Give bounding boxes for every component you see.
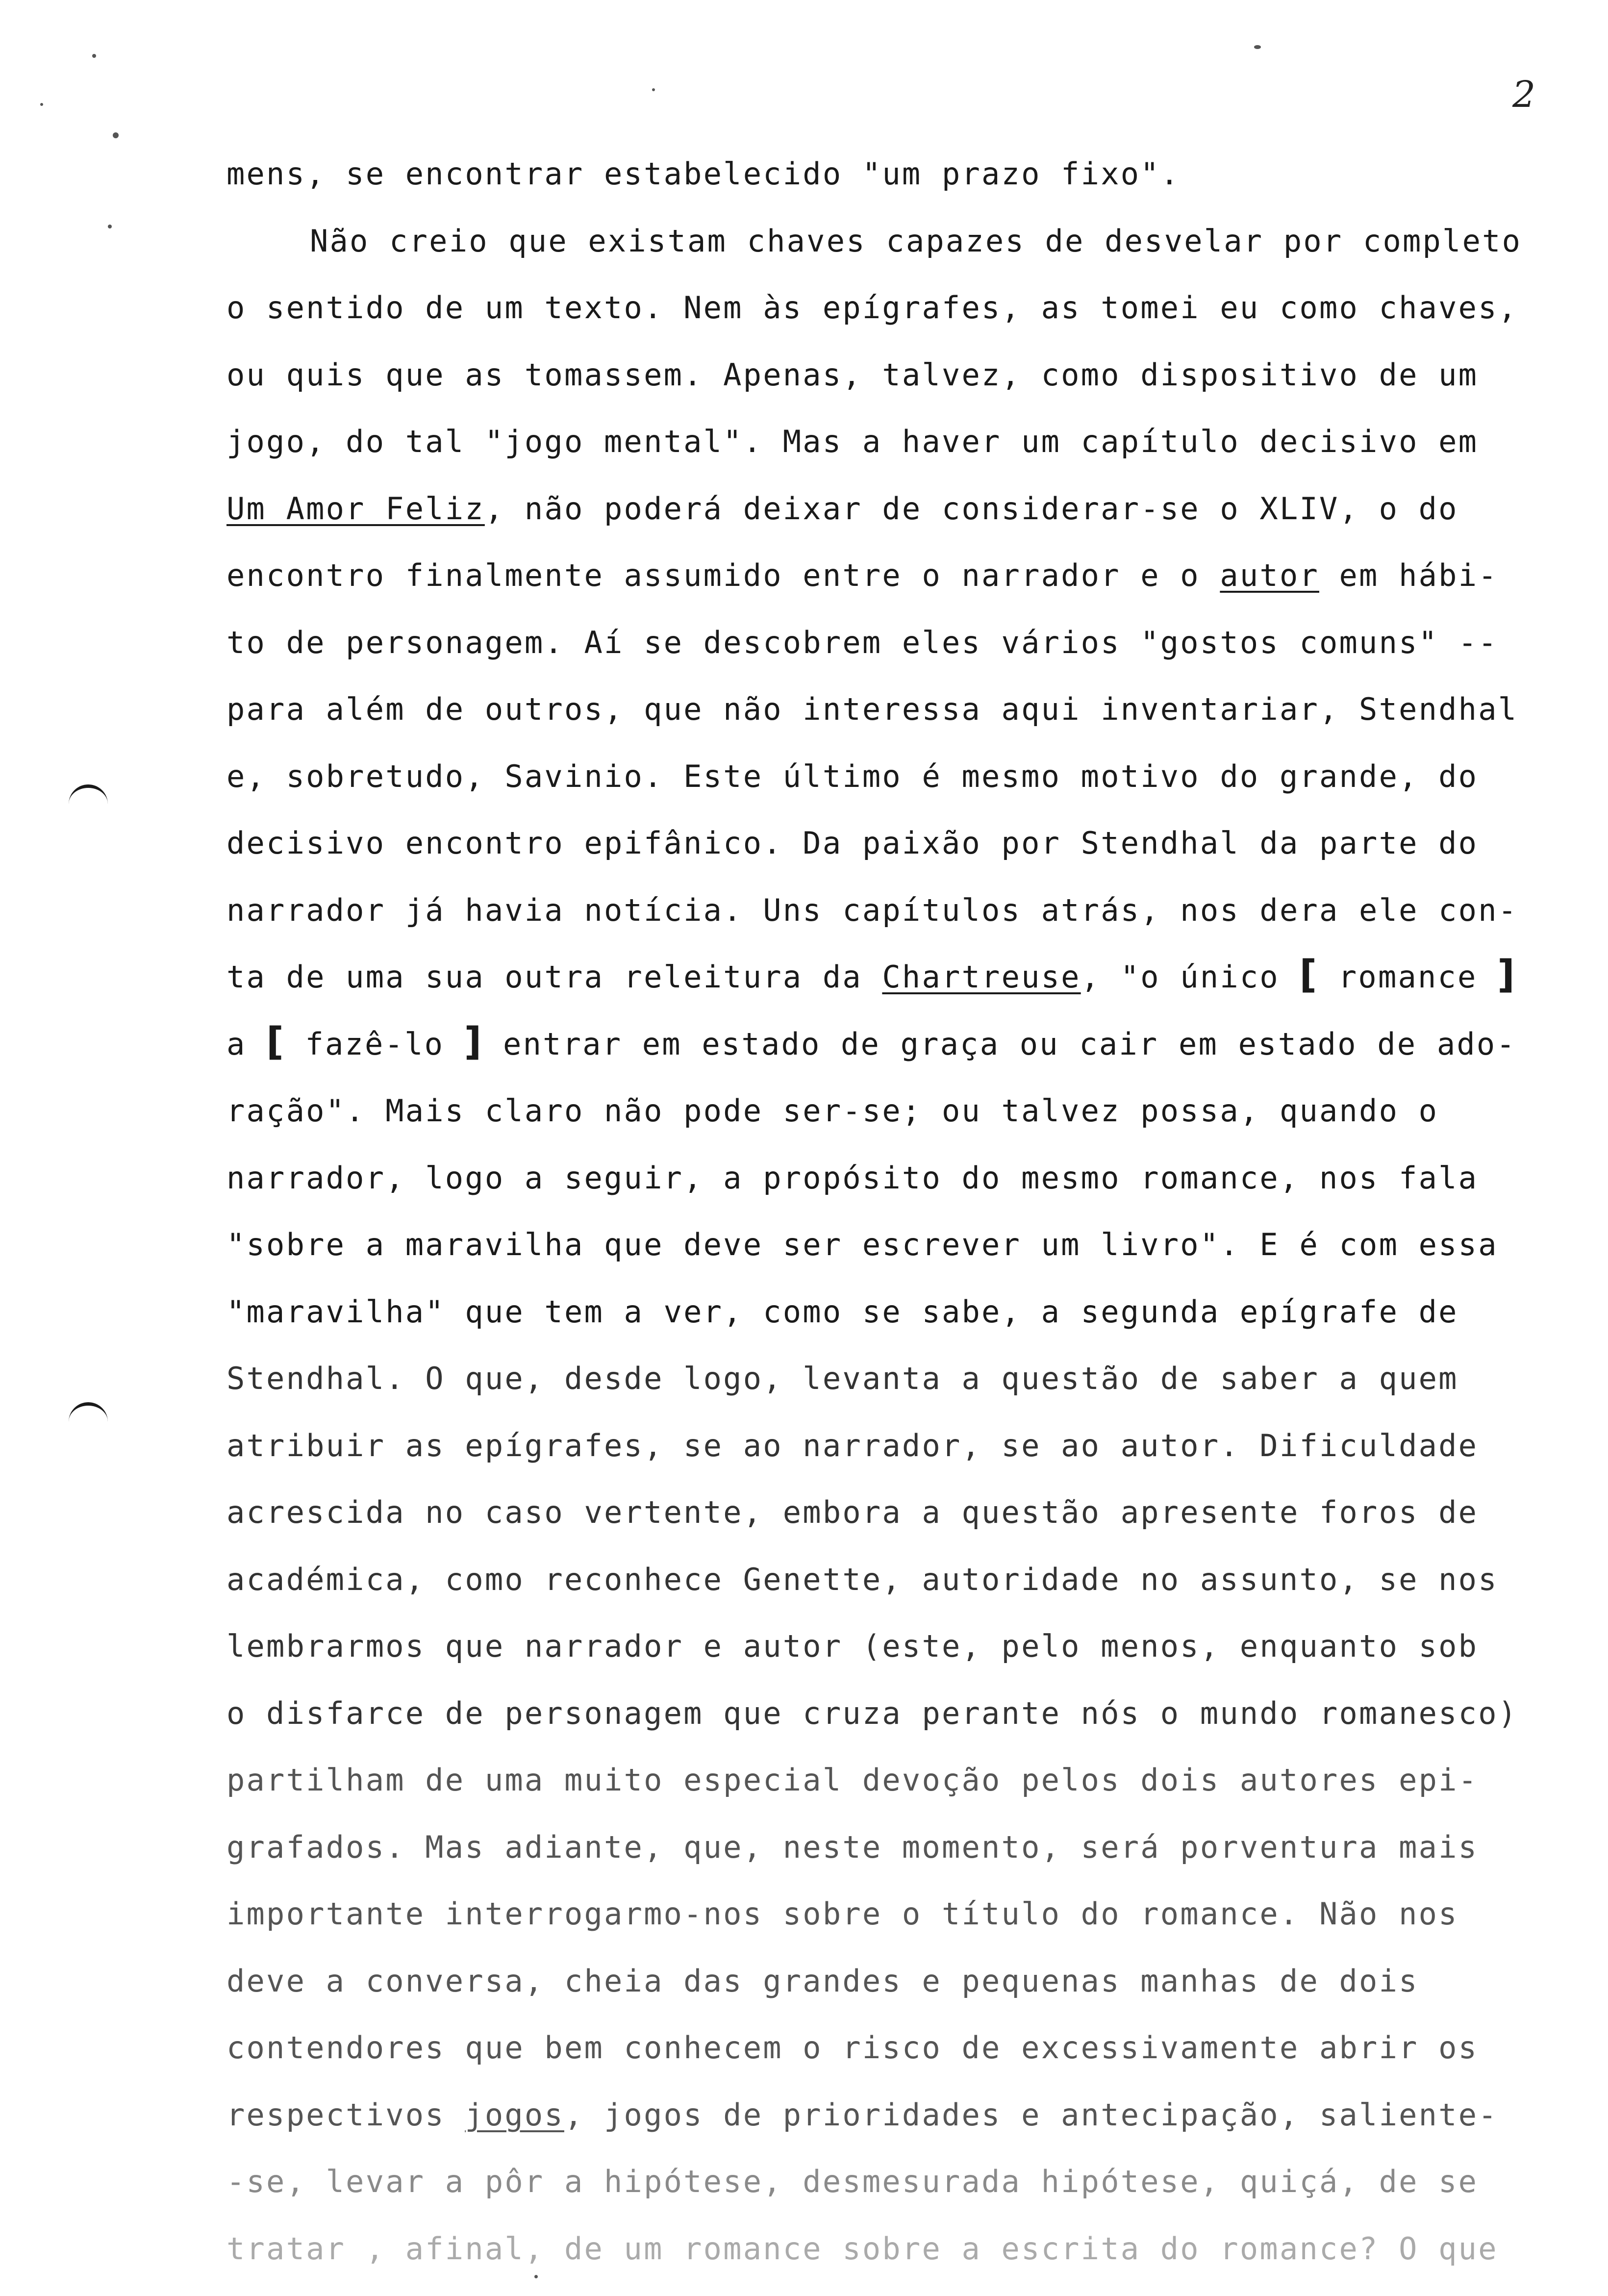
text-line xyxy=(226,1426,1560,1493)
line-text: Não creio que existam chaves capazes de desvelar por completo xyxy=(310,223,1522,259)
text-line xyxy=(226,824,1560,891)
line-text: importante interrogarmo-nos sobre o título do romance. Não nos xyxy=(226,1896,1458,1932)
handwritten-bracket: ] xyxy=(464,1020,483,1064)
line-text: narrador já havia notícia. Uns capítulos atrás, nos dera ele con- xyxy=(226,892,1518,928)
handwritten-bracket: [ xyxy=(1300,953,1319,997)
line-text: ração". Mais claro não pode ser-se; ou talvez possa, quando o xyxy=(226,1093,1438,1129)
text-line xyxy=(226,2229,1560,2296)
text-line xyxy=(226,623,1560,690)
line-text: ta de uma sua outra releitura da xyxy=(226,959,882,995)
line-text: Stendhal. O que, desde logo, levanta a questão de saber a quem xyxy=(226,1361,1458,1396)
underlined-text: Um Amor Feliz xyxy=(226,491,485,527)
line-text: académica, como reconhece Genette, autoridade no assunto, se nos xyxy=(226,1562,1498,1597)
line-text: romance xyxy=(1318,959,1497,995)
line-text: "maravilha" que tem a ver, como se sabe, a segunda epígrafe de xyxy=(226,1294,1458,1330)
line-text: partilham de uma muito especial devoção pelos dois autores epi- xyxy=(226,1762,1478,1798)
line-text: mens, se encontrar estabelecido "um prazo fixo". xyxy=(226,156,1180,192)
underlined-text: autor xyxy=(1220,557,1319,593)
line-text: lembrarmos que narrador e autor (este, pelo menos, enquanto sob xyxy=(226,1628,1478,1664)
line-text: , não poderá deixar de considerar-se o XLIV, o do xyxy=(485,491,1458,527)
line-text: atribuir as epígrafes, se ao narrador, se ao autor. Dificuldade xyxy=(226,1428,1478,1463)
scan-speck xyxy=(108,225,112,228)
text-line xyxy=(226,757,1560,824)
text-line xyxy=(226,222,1560,289)
typewritten-text xyxy=(226,154,1560,2296)
line-text: deve a conversa, cheia das grandes e pequenas manhas de dois xyxy=(226,1963,1419,1999)
line-text: jogo, do tal "jogo mental". Mas a haver um capítulo decisivo em xyxy=(226,424,1478,459)
text-line xyxy=(226,1225,1560,1292)
line-text: a xyxy=(226,1026,266,1062)
scan-speck xyxy=(113,132,119,138)
text-line xyxy=(226,2028,1560,2095)
scan-speck xyxy=(652,88,655,91)
margin-mark xyxy=(69,1402,108,1425)
text-line xyxy=(226,1828,1560,1895)
text-line xyxy=(226,1025,1560,1092)
line-text: respectivos xyxy=(226,2097,465,2133)
text-line xyxy=(226,422,1560,489)
line-text: , jogos de prioridades e antecipação, saliente- xyxy=(564,2097,1498,2133)
line-text: e, sobretudo, Savinio. Este último é mesmo motivo do grande, do xyxy=(226,758,1478,794)
text-line xyxy=(226,2095,1560,2163)
underlined-text: Chartreuse xyxy=(882,959,1080,995)
page-number: 2 xyxy=(1512,74,1535,116)
underlined-text: jogos xyxy=(465,2097,564,2133)
text-line xyxy=(226,1761,1560,1828)
text-line xyxy=(226,355,1560,423)
line-text: encontro finalmente assumido entre o narrador e o xyxy=(226,557,1220,593)
line-text: narrador, logo a seguir, a propósito do mesmo romance, nos fala xyxy=(226,1160,1478,1196)
text-line xyxy=(226,1359,1560,1426)
margin-mark xyxy=(69,784,108,807)
text-line xyxy=(226,1694,1560,1761)
line-text: to de personagem. Aí se descobrem eles vários "gostos comuns" -- xyxy=(226,625,1498,660)
line-text: o sentido de um texto. Nem às epígrafes, as tomei eu como chaves, xyxy=(226,290,1518,326)
text-line xyxy=(226,556,1560,623)
text-line xyxy=(226,958,1560,1025)
line-text: contendores que bem conhecem o risco de excessivamente abrir os xyxy=(226,2030,1478,2066)
line-text: tratar , afinal, de um romance sobre a escrita do romance? O que xyxy=(226,2231,1498,2267)
handwritten-bracket: ] xyxy=(1497,953,1516,997)
text-line xyxy=(226,891,1560,958)
text-line xyxy=(226,1894,1560,1962)
scan-speck xyxy=(1254,45,1261,49)
scan-speck xyxy=(40,103,43,106)
line-text: entrar em estado de graça ou cair em estado de ado- xyxy=(483,1026,1516,1062)
line-text: fazê-lo xyxy=(285,1026,464,1062)
text-line xyxy=(226,489,1560,556)
line-text: "sobre a maravilha que deve ser escrever um livro". E é com essa xyxy=(226,1227,1498,1262)
text-line xyxy=(226,288,1560,355)
line-text: acrescida no caso vertente, embora a questão apresente foros de xyxy=(226,1494,1478,1530)
line-text: decisivo encontro epifânico. Da paixão por Stendhal da parte do xyxy=(226,825,1478,861)
line-text: o disfarce de personagem que cruza perante nós o mundo romanesco) xyxy=(226,1695,1518,1731)
text-line xyxy=(226,154,1560,222)
text-line xyxy=(226,1292,1560,1360)
handwritten-bracket: [ xyxy=(266,1020,285,1064)
text-line xyxy=(226,1962,1560,2029)
text-line xyxy=(226,1091,1560,1159)
text-line xyxy=(226,1493,1560,1560)
text-line xyxy=(226,1560,1560,1627)
scan-speck xyxy=(92,54,96,58)
line-text: ou quis que as tomassem. Apenas, talvez, como dispositivo de um xyxy=(226,357,1478,393)
line-text: para além de outros, que não interessa aqui inventariar, Stendhal xyxy=(226,691,1518,727)
line-text: grafados. Mas adiante, que, neste momento, será porventura mais xyxy=(226,1829,1478,1865)
text-line xyxy=(226,1627,1560,1694)
line-text: em hábi- xyxy=(1319,557,1498,593)
text-line xyxy=(226,690,1560,757)
line-text: , "o único xyxy=(1081,959,1300,995)
text-line xyxy=(226,2162,1560,2229)
text-line xyxy=(226,1159,1560,1226)
line-text: -se, levar a pôr a hipótese, desmesurada hipótese, quiçá, de se xyxy=(226,2164,1478,2199)
